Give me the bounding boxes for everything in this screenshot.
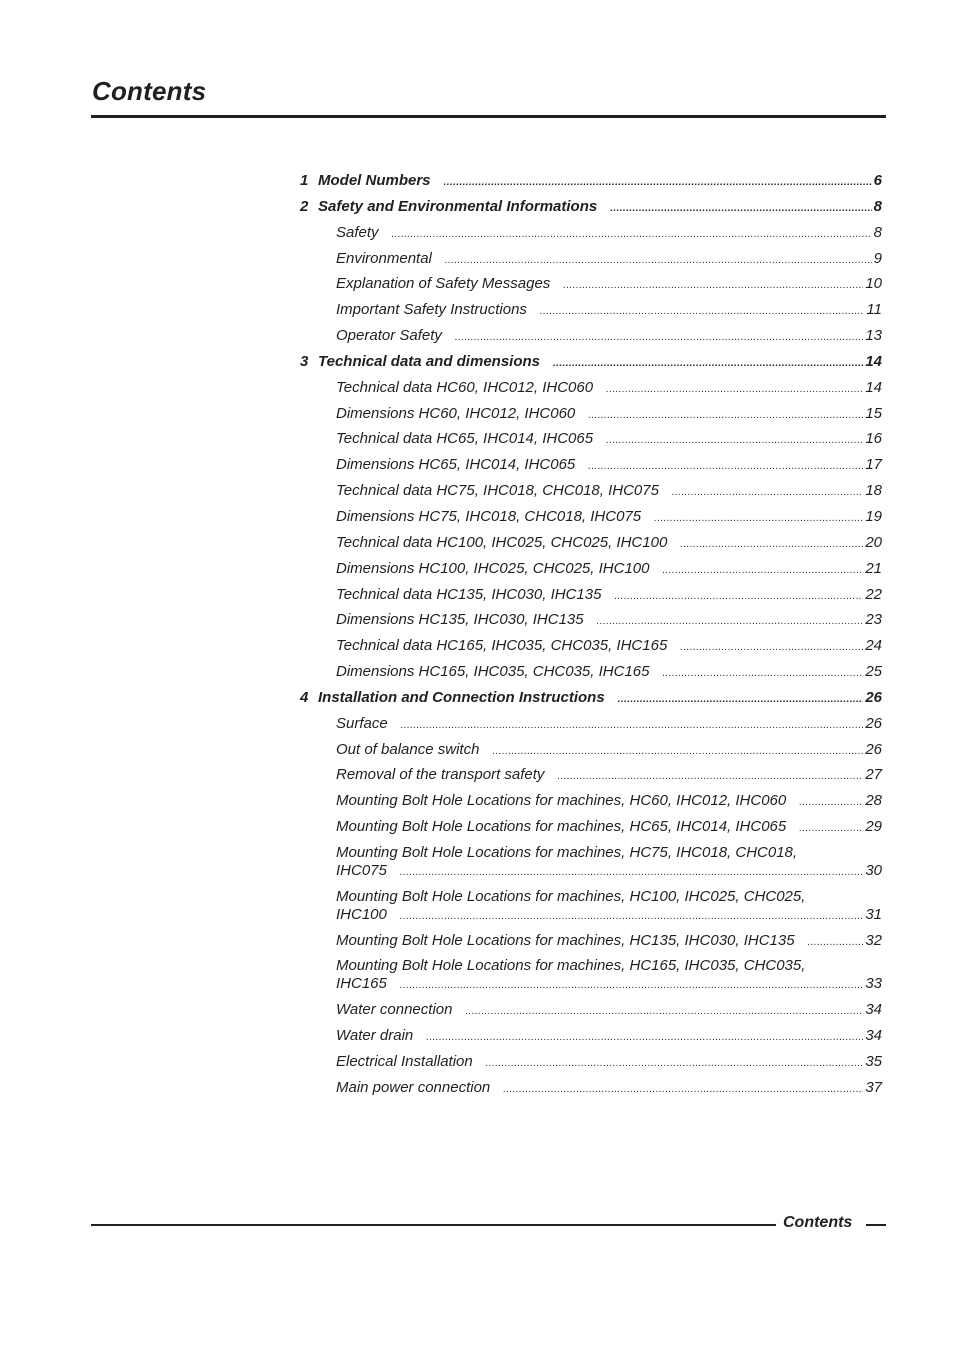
toc-section-entry[interactable]: [300, 250, 882, 270]
toc-section-entry[interactable]: [300, 957, 882, 995]
toc-page-number: 28: [865, 792, 882, 810]
toc-section-entry[interactable]: [300, 327, 882, 347]
toc-section-entry[interactable]: [300, 586, 882, 606]
toc-entry-title: Technical data HC135, IHC030, IHC135: [336, 585, 602, 603]
toc-entry-title: Explanation of Safety Messages: [336, 275, 551, 293]
dot-leader: [680, 536, 863, 554]
toc-section-entry[interactable]: [300, 301, 882, 321]
toc-page-number: 11: [866, 301, 882, 319]
dot-leader: [401, 717, 864, 735]
toc-section-entry[interactable]: [300, 1027, 882, 1047]
toc-page-number: 33: [865, 975, 882, 993]
toc-chapter-number: 4: [300, 688, 309, 706]
toc-page-number: 25: [865, 663, 882, 681]
toc-section-entry[interactable]: [300, 224, 882, 244]
toc-page-number: 6: [873, 172, 882, 189]
toc-entry-title: IHC100: [336, 905, 387, 923]
toc-section-entry[interactable]: [300, 456, 882, 476]
toc-entry-title: Environmental: [336, 249, 432, 267]
dot-leader: [618, 691, 864, 709]
dot-leader: [672, 484, 863, 502]
toc-section-entry[interactable]: [300, 430, 882, 450]
page-title: Contents: [92, 76, 207, 106]
toc-section-entry[interactable]: [300, 508, 882, 528]
toc-section-entry[interactable]: [300, 1001, 882, 1021]
toc-entry-title: Technical data and dimensions: [318, 352, 540, 370]
dot-leader: [610, 200, 871, 218]
toc-entry-title: IHC165: [336, 975, 387, 993]
toc-page-number: 18: [865, 482, 882, 500]
toc-entry-title: Important Safety Instructions: [336, 301, 527, 319]
dot-leader: [465, 1003, 863, 1021]
toc-entry-title: Technical data HC60, IHC012, IHC060: [336, 378, 594, 396]
toc-section-entry[interactable]: [300, 611, 882, 631]
dot-leader: [400, 864, 863, 882]
dot-leader: [426, 1029, 863, 1047]
dot-leader: [492, 743, 863, 761]
dot-leader: [455, 329, 863, 347]
toc-entry-title: Mounting Bolt Hole Locations for machines, HC100, IHC025, CHC025,: [336, 887, 806, 905]
toc-entry-title: Out of balance switch: [336, 740, 480, 758]
toc-chapter-number: 1: [300, 172, 309, 189]
toc-section-entry[interactable]: [300, 741, 882, 761]
toc-section-entry[interactable]: [300, 534, 882, 554]
table-of-contents: [300, 172, 882, 1105]
toc-page-number: 17: [865, 456, 882, 474]
toc-page-number: 27: [865, 766, 882, 784]
toc-page-number: 26: [865, 740, 882, 758]
toc-page-number: 34: [865, 1027, 882, 1045]
dot-leader: [606, 432, 863, 450]
toc-page-number: 35: [865, 1053, 882, 1070]
toc-entry-title: Electrical Installation: [336, 1053, 473, 1070]
toc-page-number: 37: [865, 1078, 882, 1096]
dot-leader: [799, 794, 863, 812]
toc-entry-title: Technical data HC165, IHC035, CHC035, IHC165: [336, 637, 668, 655]
toc-page-number: 10: [865, 275, 882, 293]
toc-entry-title: Water connection: [336, 1001, 453, 1019]
toc-entry-title: Mounting Bolt Hole Locations for machines, HC65, IHC014, IHC065: [336, 818, 787, 836]
toc-section-entry[interactable]: [300, 379, 882, 399]
toc-section-entry[interactable]: [300, 560, 882, 580]
toc-entry-title: Safety: [336, 223, 379, 241]
toc-section-entry[interactable]: [300, 1053, 882, 1073]
toc-entry-title: Model Numbers: [318, 172, 431, 189]
toc-entry-title: Technical data HC65, IHC014, IHC065: [336, 430, 594, 448]
toc-section-entry[interactable]: [300, 663, 882, 683]
toc-page-number: 15: [865, 404, 882, 422]
toc-page-number: 24: [865, 637, 882, 655]
toc-entry-title: Mounting Bolt Hole Locations for machines, HC165, IHC035, CHC035,: [336, 957, 806, 975]
toc-entry-title: Installation and Connection Instructions: [318, 688, 605, 706]
toc-page-number: 31: [865, 905, 882, 923]
toc-chapter-entry[interactable]: [300, 172, 882, 192]
toc-page-number: 21: [865, 559, 882, 577]
toc-page-number: 14: [865, 378, 882, 396]
toc-page-number: 26: [865, 714, 882, 732]
toc-page-number: 26: [865, 688, 882, 706]
dot-leader: [400, 908, 863, 926]
toc-page-number: 30: [865, 861, 882, 879]
toc-page-number: 9: [873, 249, 882, 267]
toc-entry-title: Dimensions HC60, IHC012, IHC060: [336, 404, 576, 422]
dot-leader: [486, 1055, 864, 1073]
dot-leader: [662, 665, 863, 683]
dot-leader: [654, 510, 863, 528]
dot-leader: [799, 820, 863, 838]
dot-leader: [662, 562, 863, 580]
dot-leader: [400, 977, 863, 995]
toc-page-number: 22: [865, 585, 882, 603]
toc-chapter-entry[interactable]: [300, 689, 882, 709]
toc-page-number: 8: [873, 197, 882, 215]
dot-leader: [614, 588, 863, 606]
dot-leader: [588, 458, 863, 476]
dot-leader: [563, 277, 863, 295]
dot-leader: [503, 1081, 863, 1099]
toc-chapter-entry[interactable]: [300, 353, 882, 373]
toc-section-entry[interactable]: [300, 637, 882, 657]
dot-leader: [606, 381, 863, 399]
dot-leader: [392, 226, 872, 244]
toc-page-number: 13: [865, 327, 882, 345]
dot-leader: [680, 639, 863, 657]
toc-entry-title: Mounting Bolt Hole Locations for machines, HC75, IHC018, CHC018,: [336, 843, 798, 861]
dot-leader: [444, 174, 872, 192]
toc-page-number: 29: [865, 818, 882, 836]
toc-section-entry[interactable]: [300, 482, 882, 502]
toc-section-entry[interactable]: [300, 715, 882, 735]
toc-section-entry[interactable]: [300, 844, 882, 882]
toc-page-number: 14: [865, 352, 882, 370]
toc-entry-title: Dimensions HC65, IHC014, IHC065: [336, 456, 576, 474]
toc-section-entry[interactable]: [300, 888, 882, 926]
toc-page-number: 20: [865, 533, 882, 551]
toc-entry-title: Removal of the transport safety: [336, 766, 545, 784]
toc-section-entry[interactable]: [300, 818, 882, 838]
toc-page-number: 16: [865, 430, 882, 448]
toc-entry-title: Dimensions HC100, IHC025, CHC025, IHC100: [336, 559, 650, 577]
toc-chapter-number: 2: [300, 197, 309, 215]
footer-label: Contents: [783, 1214, 853, 1231]
toc-entry-title: Safety and Environmental Informations: [318, 197, 598, 215]
toc-page-number: 19: [865, 507, 882, 525]
toc-entry-title: Dimensions HC75, IHC018, CHC018, IHC075: [336, 507, 642, 525]
toc-entry-title: Main power connection: [336, 1078, 491, 1096]
dot-leader: [445, 252, 872, 270]
toc-section-entry[interactable]: [300, 275, 882, 295]
toc-entry-title: Mounting Bolt Hole Locations for machines, HC60, IHC012, IHC060: [336, 792, 787, 810]
toc-entry-title: Dimensions HC165, IHC035, CHC035, IHC165: [336, 663, 650, 681]
toc-section-entry[interactable]: [300, 766, 882, 786]
footer-tick: [866, 1224, 886, 1226]
toc-chapter-entry[interactable]: [300, 198, 882, 218]
toc-section-entry[interactable]: [300, 792, 882, 812]
toc-page-number: 8: [873, 223, 882, 241]
dot-leader: [557, 768, 863, 786]
toc-page-number: 32: [865, 931, 882, 949]
toc-entry-title: Technical data HC100, IHC025, CHC025, IHC100: [336, 533, 668, 551]
toc-page-number: 34: [865, 1001, 882, 1019]
footer-rule: [91, 1224, 776, 1226]
dot-leader: [588, 407, 863, 425]
toc-section-entry[interactable]: [300, 1079, 882, 1099]
toc-entry-title: Operator Safety: [336, 327, 442, 345]
toc-entry-title: Water drain: [336, 1027, 414, 1045]
toc-section-entry[interactable]: [300, 405, 882, 425]
toc-section-entry[interactable]: [300, 932, 882, 952]
toc-entry-title: Technical data HC75, IHC018, CHC018, IHC075: [336, 482, 659, 500]
dot-leader: [540, 303, 865, 321]
title-rule: [91, 115, 886, 118]
dot-leader: [553, 355, 863, 373]
toc-entry-title: IHC075: [336, 861, 387, 879]
toc-entry-title: Dimensions HC135, IHC030, IHC135: [336, 611, 584, 629]
toc-entry-title: Mounting Bolt Hole Locations for machines, HC135, IHC030, IHC135: [336, 931, 795, 949]
dot-leader: [597, 613, 864, 631]
dot-leader: [808, 934, 864, 952]
toc-chapter-number: 3: [300, 352, 309, 370]
toc-page-number: 23: [865, 611, 882, 629]
toc-entry-title: Surface: [336, 714, 388, 732]
